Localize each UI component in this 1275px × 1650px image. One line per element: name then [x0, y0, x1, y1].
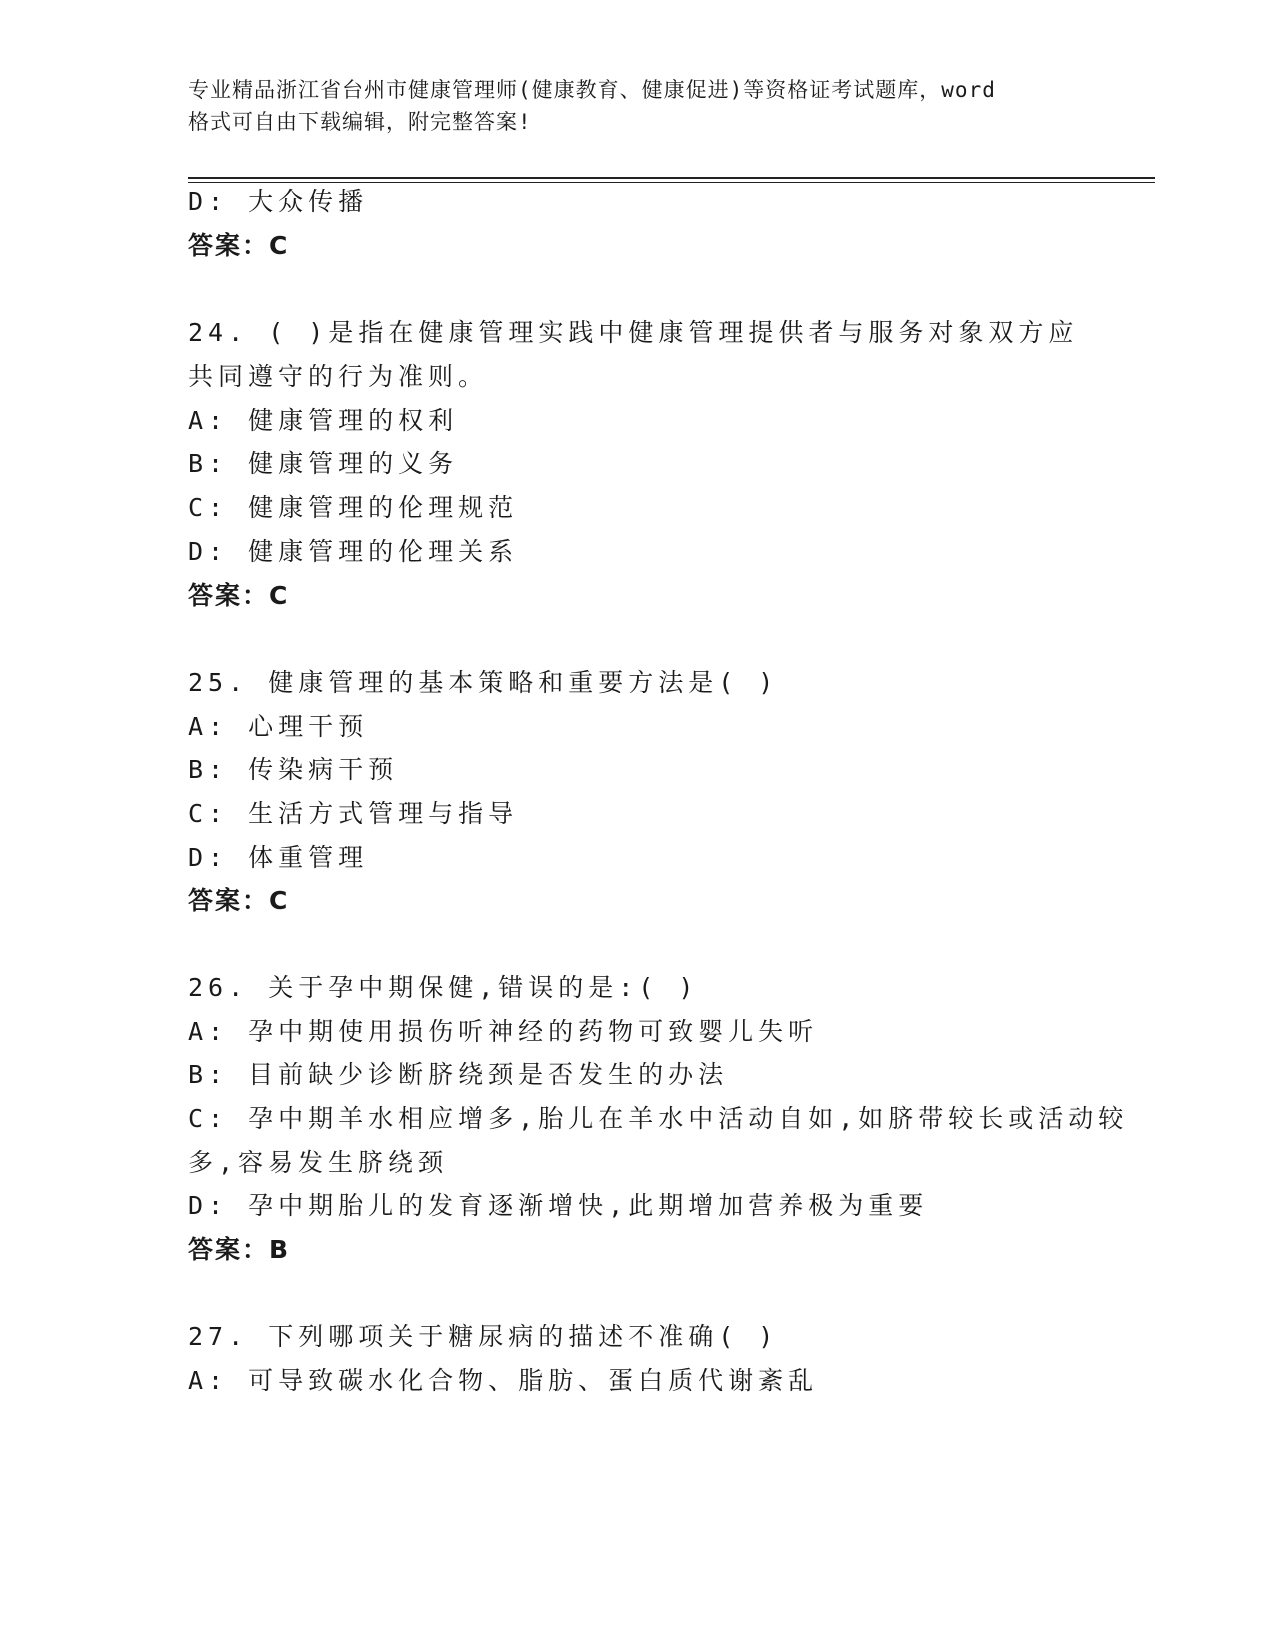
- q26-option-b: B: 目前缺少诊断脐绕颈是否发生的办法: [188, 1060, 729, 1089]
- q25-option-b: B: 传染病干预: [188, 755, 399, 784]
- q25-option-a: A: 心理干预: [188, 712, 369, 741]
- q24-option-b: B: 健康管理的义务: [188, 449, 459, 478]
- q24-option-d: D: 健康管理的伦理关系: [188, 537, 519, 566]
- header-line-2: 格式可自由下载编辑，附完整答案!: [188, 110, 532, 134]
- q24-stem-line-2: 共同遵守的行为准则。: [188, 362, 489, 391]
- q25-stem-line-1: 25. 健康管理的基本策略和重要方法是( ): [188, 668, 779, 697]
- q24-answer: [188, 579, 287, 613]
- q26-option-d: D: 孕中期胎儿的发育逐渐增快,此期增加营养极为重要: [188, 1191, 929, 1220]
- q26-answer: [188, 1233, 288, 1267]
- answer-label: 答案：: [188, 231, 270, 260]
- q26-option-c-line-1: C: 孕中期羊水相应增多,胎儿在羊水中活动自如,如脐带较长或活动较: [188, 1104, 1129, 1133]
- q27-option-a: A: 可导致碳水化合物、脂肪、蛋白质代谢紊乱: [188, 1366, 819, 1395]
- header-line-1: 专业精品浙江省台州市健康管理师(健康教育、健康促进)等资格证考试题库，word: [188, 78, 996, 102]
- document-header: [188, 74, 1088, 138]
- q24-option-a: A: 健康管理的权利: [188, 406, 459, 435]
- answer-label: 答案：: [188, 886, 270, 915]
- q24-stem-line-1: 24. ( )是指在健康管理实践中健康管理提供者与服务对象双方应: [188, 318, 1079, 347]
- answer-value: B: [269, 1235, 289, 1264]
- q26-stem-line-1: 26. 关于孕中期保健,错误的是:( ): [188, 973, 699, 1002]
- answer-label: 答案：: [188, 581, 270, 610]
- answer-value: C: [269, 581, 288, 610]
- q24-option-c: C: 健康管理的伦理规范: [188, 493, 519, 522]
- q26-option-a: A: 孕中期使用损伤听神经的药物可致婴儿失听: [188, 1017, 819, 1046]
- q23-answer: [188, 229, 287, 263]
- header-divider-thin: [188, 182, 1155, 183]
- answer-value: C: [269, 231, 288, 260]
- answer-label: 答案：: [188, 1235, 270, 1264]
- q25-option-d: D: 体重管理: [188, 843, 369, 872]
- q27-stem-line-1: 27. 下列哪项关于糖尿病的描述不准确( ): [188, 1322, 779, 1351]
- q25-answer: [188, 884, 287, 918]
- header-divider-thick: [188, 177, 1155, 179]
- answer-value: C: [269, 886, 288, 915]
- q25-option-c: C: 生活方式管理与指导: [188, 799, 519, 828]
- q26-option-c-line-2: 多,容易发生脐绕颈: [188, 1148, 449, 1177]
- q23-option-d: D: 大众传播: [188, 187, 369, 216]
